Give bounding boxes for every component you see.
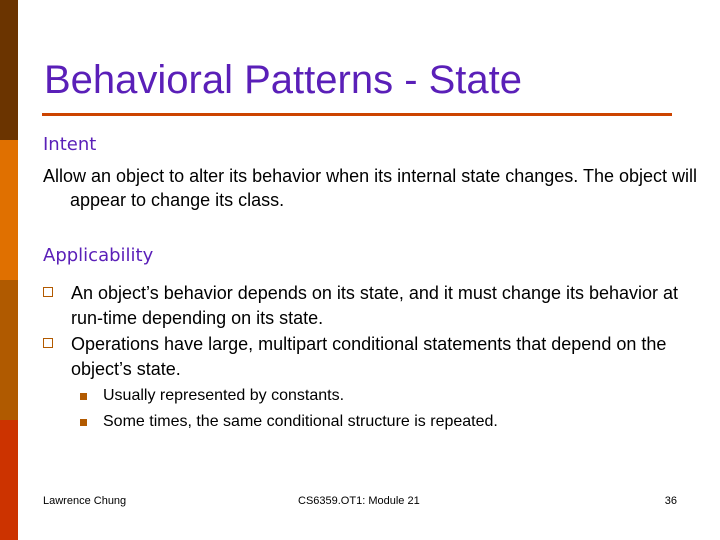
bullet-text: An object’s behavior depends on its state, and it must change its behavior at run-time depending on its state. <box>71 283 679 328</box>
title-divider <box>42 113 672 116</box>
filled-square-bullet-icon <box>80 419 87 426</box>
filled-square-bullet-icon <box>80 393 87 400</box>
footer-course: CS6359.OT1: Module 21 <box>298 495 420 507</box>
sub-bullet-item <box>80 411 680 433</box>
sub-bullet-text: Usually represented by constants. <box>103 387 345 404</box>
sub-bullet-text: Some times, the same conditional structure is repeated. <box>103 413 498 430</box>
footer-author: Lawrence Chung <box>43 495 127 507</box>
bullet-item <box>43 332 693 382</box>
side-bar-segment <box>0 0 18 140</box>
footer-page-number: 36 <box>664 495 677 507</box>
intent-heading: Intent <box>43 134 97 155</box>
hollow-square-bullet-icon <box>43 287 53 297</box>
slide-title: Behavioral Patterns - State <box>44 58 523 102</box>
bullet-item <box>43 281 693 331</box>
bullet-text: Operations have large, multipart conditional statements that depend on the object’s state. <box>71 334 667 379</box>
intent-text: Allow an object to alter its behavior when its internal state changes. The object will appear to change its class. <box>43 166 698 210</box>
side-bar-segment <box>0 280 18 420</box>
sub-bullet-item <box>80 385 680 407</box>
hollow-square-bullet-icon <box>43 338 53 348</box>
side-bar-segment <box>0 140 18 280</box>
applicability-heading: Applicability <box>43 245 154 266</box>
side-bar-segment <box>0 420 18 540</box>
